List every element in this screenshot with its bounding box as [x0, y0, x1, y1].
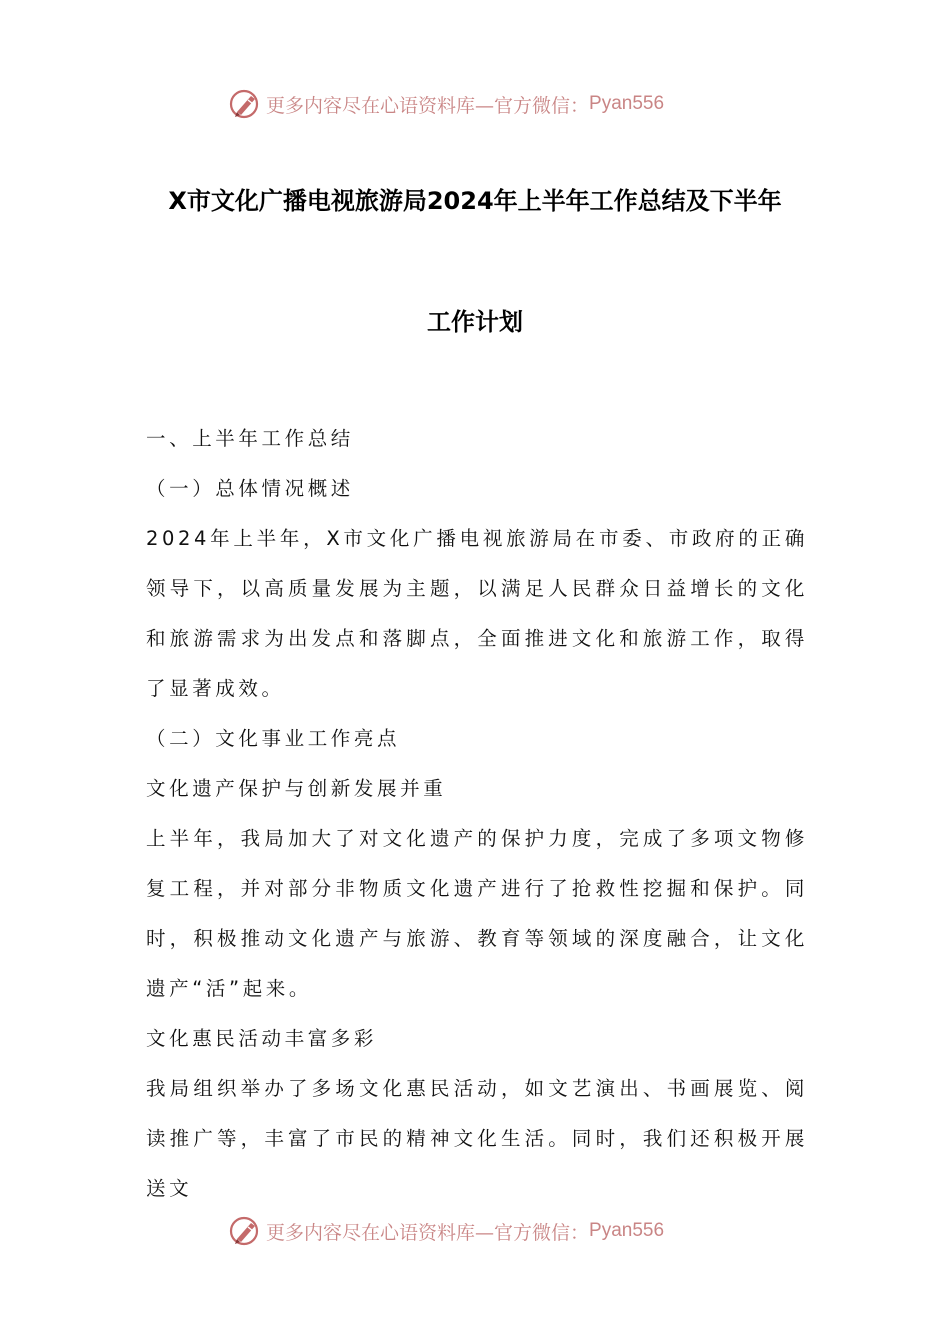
paragraph: 上半年，我局加大了对文化遗产的保护力度，完成了多项文物修复工程，并对部分非物质文化遗产进行了抢救性挖掘和保护。同时，积极推动文化遗产与旅游、教育等领域的深度融合，让文化遗产“活”起来。 [146, 827, 808, 1000]
document-title-line-1: X市文化广播电视旅游局2024年上半年工作总结及下半年 [168, 187, 782, 215]
footer-watermark [228, 1213, 664, 1249]
watermark-account: Pyan556 [589, 93, 665, 114]
header-watermark [228, 86, 664, 122]
pen-logo-icon [228, 87, 262, 121]
section-heading: 一、上半年工作总结 [146, 427, 354, 450]
pen-logo-icon [228, 1214, 262, 1248]
document-body [146, 414, 808, 1214]
paragraph: 我局组织举办了多场文化惠民活动，如文艺演出、书画展览、阅读推广等，丰富了市民的精神文化生活。同时，我们还积极开展送文 [146, 1077, 808, 1200]
watermark-text: 更多内容尽在心语资料库—官方微信： [266, 94, 590, 117]
paragraph: 2024年上半年，X市文化广播电视旅游局在市委、市政府的正确领导下，以高质量发展为主题，以满足人民群众日益增长的文化和旅游需求为出发点和落脚点，全面推进文化和旅游工作，取得了显著成效。 [146, 527, 808, 700]
subsection-heading: （一）总体情况概述 [146, 477, 354, 500]
subsection-heading: （二）文化事业工作亮点 [146, 727, 401, 750]
watermark-text: 更多内容尽在心语资料库—官方微信： [266, 1221, 590, 1244]
watermark-account: Pyan556 [589, 1220, 665, 1241]
document-title-line-2: 工作计划 [427, 308, 523, 336]
topic-heading: 文化遗产保护与创新发展并重 [146, 777, 447, 800]
topic-heading: 文化惠民活动丰富多彩 [146, 1027, 378, 1050]
